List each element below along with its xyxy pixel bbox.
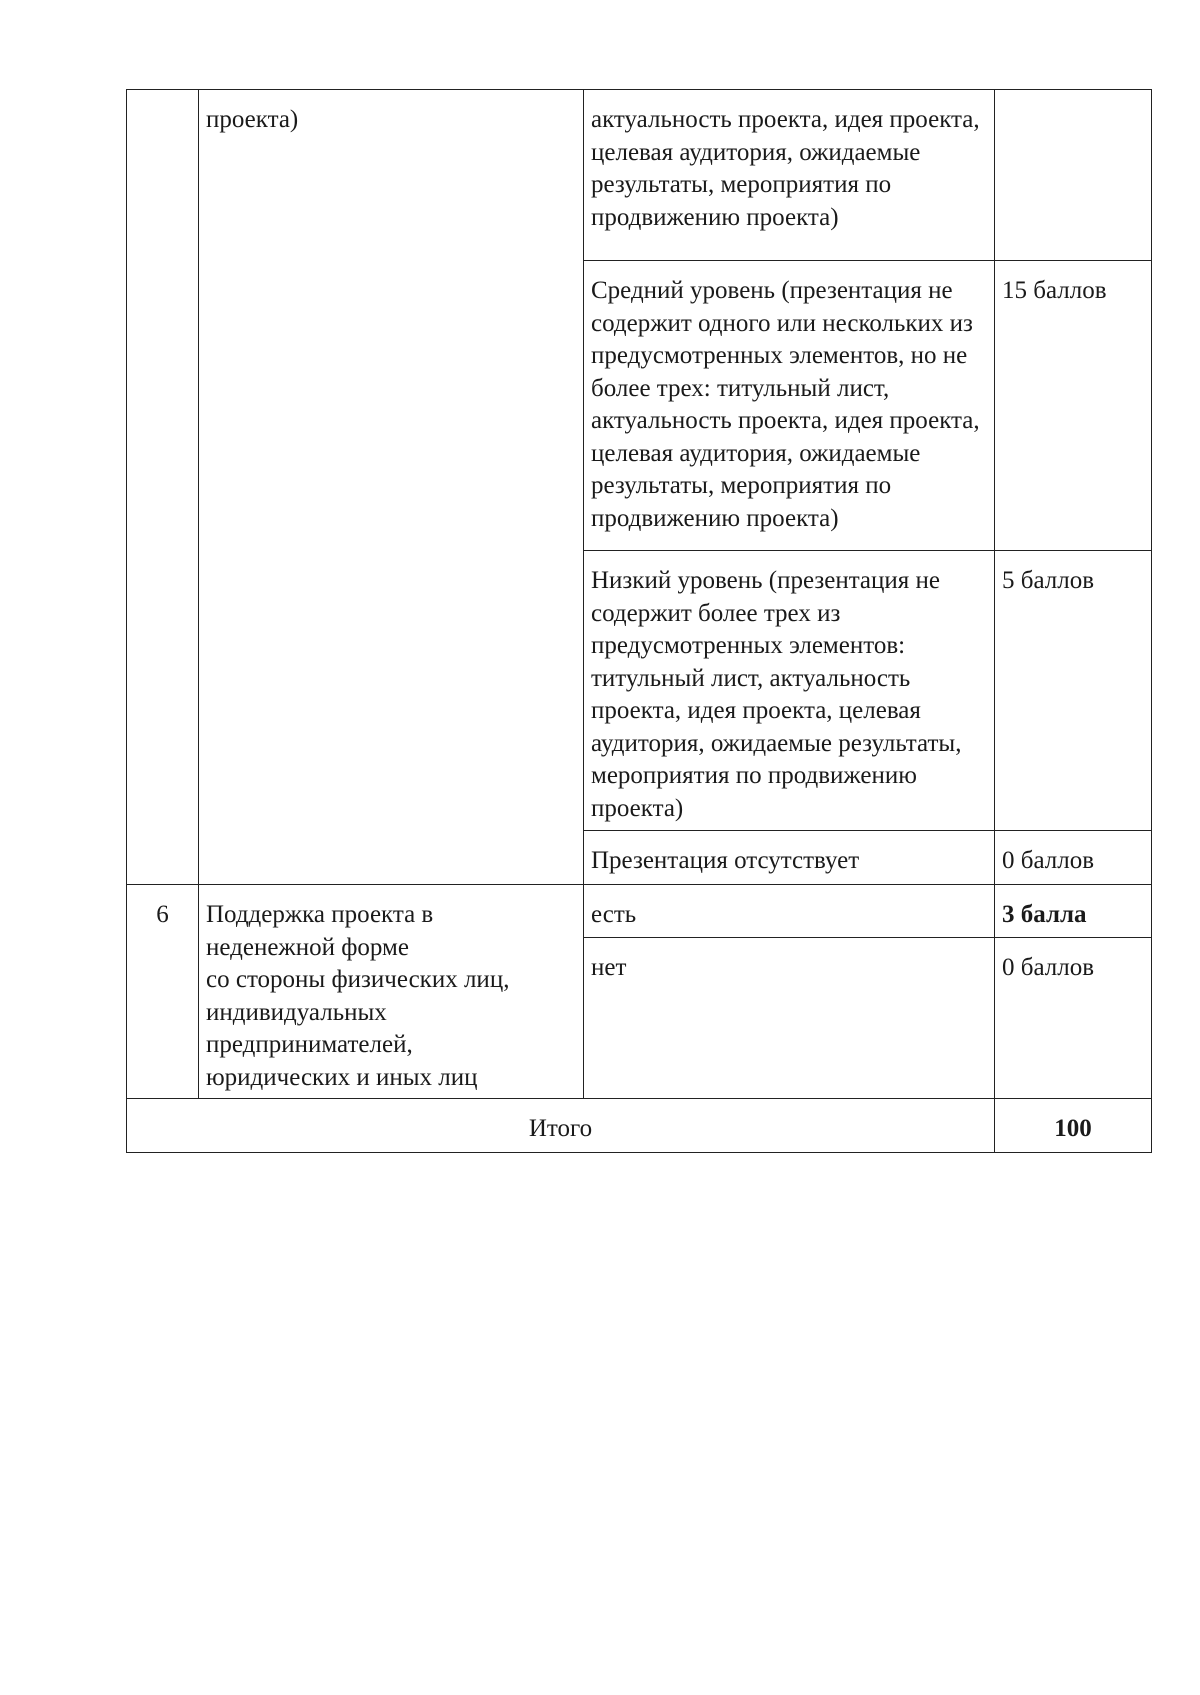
- level-description-cell: Средний уровень (презентация не содержит одного или нескольких из предусмотренных элементов, но не более трех: титульный лист, актуальность проекта, идея проекта, целевая аудитория, ожидаемые результаты, мероприятия по продвижению проекта): [584, 261, 995, 551]
- score-cell: 0 баллов: [995, 938, 1152, 1099]
- level-description-cell: актуальность проекта, идея проекта, целевая аудитория, ожидаемые результаты, мероприятия по продвижению проекта): [584, 90, 995, 261]
- score-cell: 0 баллов: [995, 831, 1152, 885]
- criterion-cell: проекта): [199, 90, 584, 885]
- score-cell: 3 балла: [995, 885, 1152, 938]
- level-description-cell: есть: [584, 885, 995, 938]
- criterion-line: предпринимателей,: [206, 1031, 413, 1058]
- criteria-table: [126, 89, 1152, 1153]
- criterion-cell: [199, 885, 584, 1099]
- criterion-line: Поддержка проекта в: [206, 901, 434, 928]
- total-row: [127, 1099, 1152, 1153]
- level-description-cell: Презентация отсутствует: [584, 831, 995, 885]
- criterion-line: юридических и иных лиц: [206, 1063, 478, 1091]
- criterion-line: со стороны физических лиц,: [206, 966, 510, 993]
- total-value: 100: [995, 1099, 1152, 1153]
- row-number-cell: [127, 90, 199, 885]
- level-description-cell: нет: [584, 938, 995, 1099]
- criterion-line: неденежной форме: [206, 933, 409, 961]
- score-cell: [995, 90, 1152, 261]
- score-cell: 15 баллов: [995, 261, 1152, 551]
- total-label: Итого: [127, 1099, 995, 1153]
- table-row: [127, 90, 1152, 261]
- criterion-line: индивидуальных: [206, 998, 387, 1026]
- row-number-cell: 6: [127, 885, 199, 1099]
- score-cell: 5 баллов: [995, 551, 1152, 831]
- table-row: [127, 885, 1152, 938]
- level-description-cell: Низкий уровень (презентация не содержит более трех из предусмотренных элементов: титульный лист, актуальность проекта, идея проекта, целевая аудитория, ожидаемые результаты, мероприятия по продвижению проекта): [584, 551, 995, 831]
